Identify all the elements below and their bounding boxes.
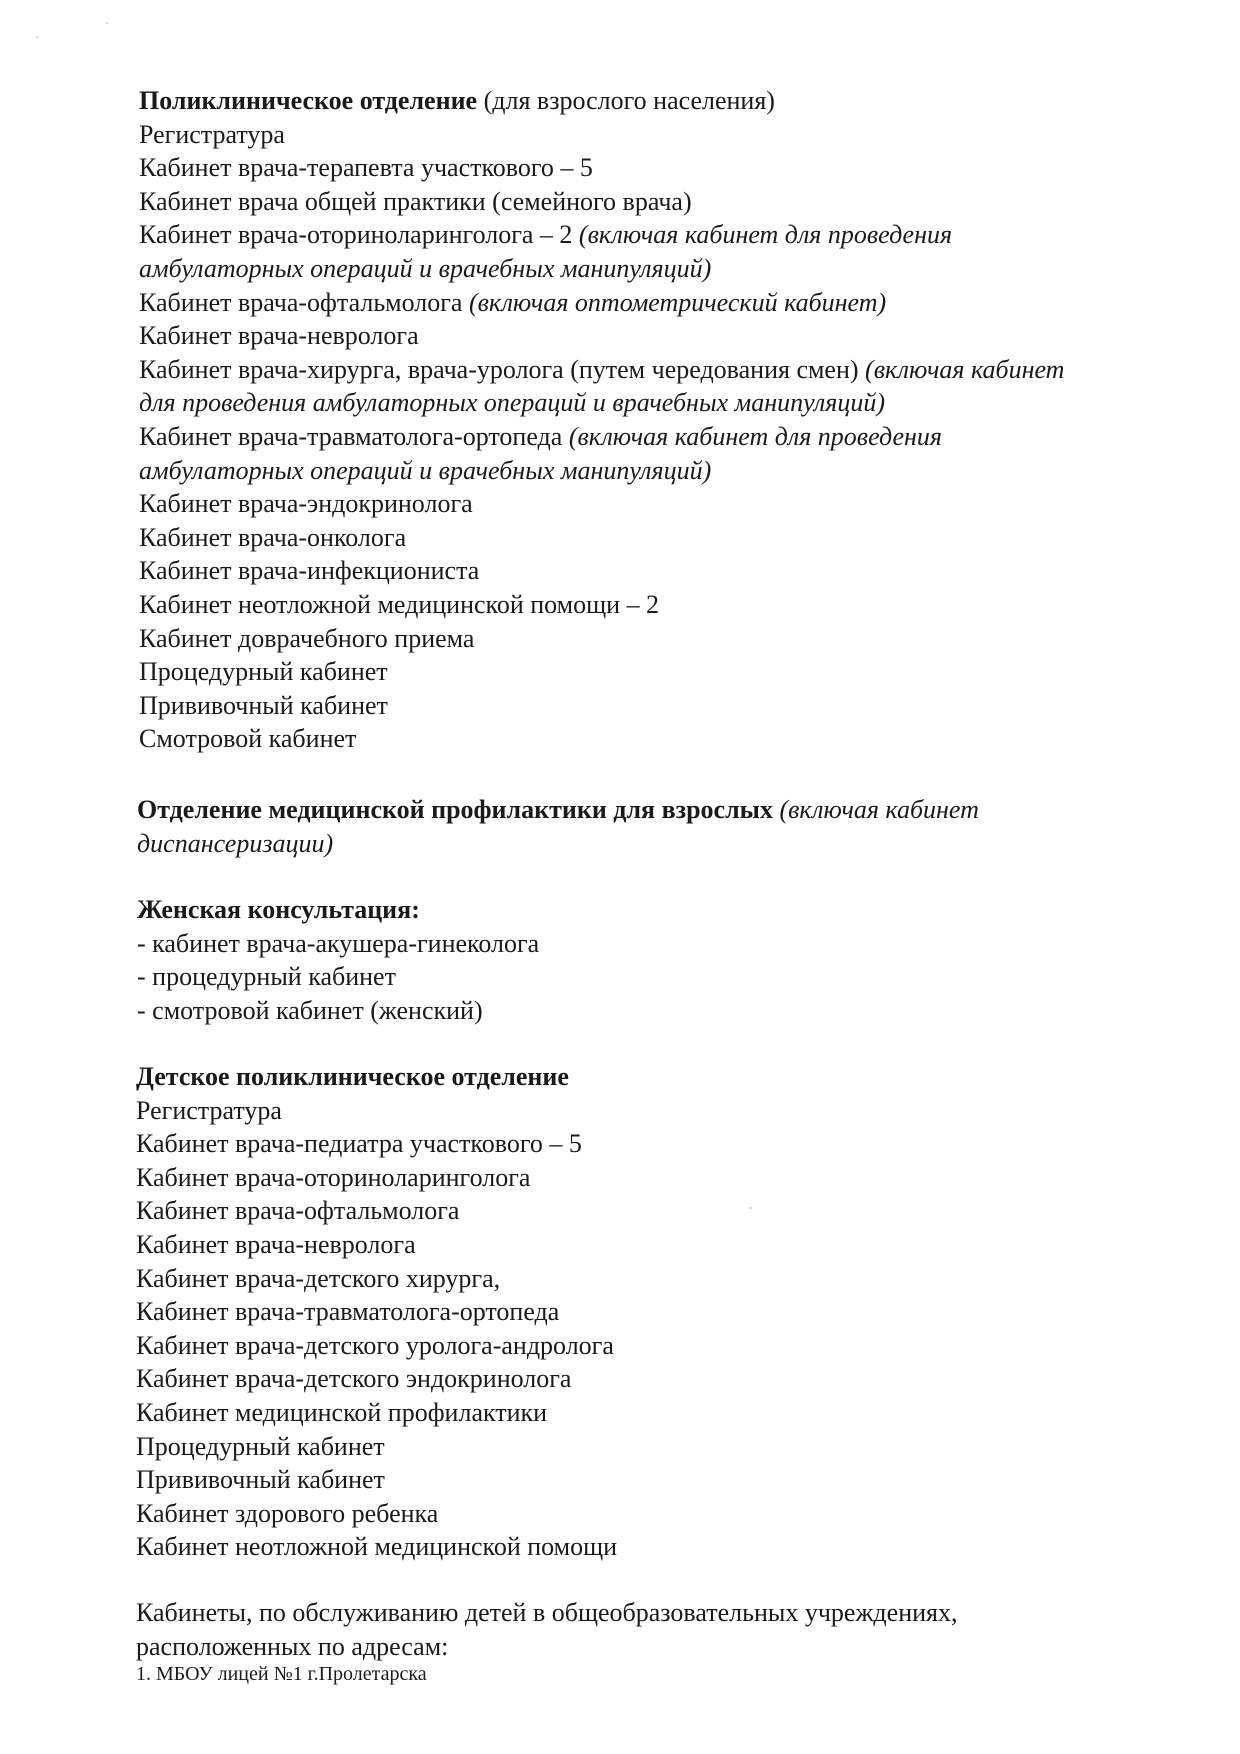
section-womens-consultation <box>137 893 1240 1027</box>
list-item: Кабинет врача-педиатра участкового – 5 <box>136 1129 582 1159</box>
list-item: Кабинет врача общей практики (семейного врача) <box>139 186 692 216</box>
list-item: Кабинет врача-детского эндокринолога <box>136 1364 572 1394</box>
list-item: Прививочный кабинет <box>136 1465 385 1495</box>
section-title-note-continued: диспансеризации) <box>137 828 334 858</box>
list-item: - кабинет врача-акушера-гинеколога <box>137 928 540 958</box>
list-item: Кабинет врача-онколога <box>139 522 407 552</box>
list-item: Процедурный кабинет <box>136 1431 385 1461</box>
list-item-note: (включая кабинет для проведения <box>568 421 942 451</box>
list-item: Кабинет медицинской профилактики <box>136 1397 548 1427</box>
list-item: Кабинет здорового ребенка <box>136 1498 439 1528</box>
section-heading <box>137 793 1240 827</box>
list-item: Кабинет врача-невролога <box>139 321 419 351</box>
list-item <box>139 353 1240 387</box>
list-item: Кабинет врача-детского уролога-андролога <box>136 1330 614 1360</box>
section-title-note: (включая кабинет <box>779 795 979 824</box>
list-item <box>139 420 1240 454</box>
list-item: Кабинет врача-травматолога-ортопеда <box>136 1297 560 1327</box>
section-school-cabinets <box>136 1596 1240 1687</box>
section-childrens-polyclinic <box>136 1060 1240 1564</box>
list-item: Регистратура <box>139 119 285 149</box>
address-item: 1. МБОУ лицей №1 г.Пролетарска <box>136 1663 427 1686</box>
section-prevention <box>137 793 1240 860</box>
list-item-text: Кабинет врача-травматолога-ортопеда <box>139 421 563 451</box>
list-item: Смотровой кабинет <box>139 724 357 754</box>
list-item: Кабинет врача-детского хирурга, <box>136 1263 501 1293</box>
list-item: Кабинет неотложной медицинской помощи – 2 <box>139 589 660 619</box>
list-item: Кабинет врача-офтальмолога <box>136 1196 460 1226</box>
list-item: - процедурный кабинет <box>137 962 396 992</box>
list-item: Прививочный кабинет <box>139 690 388 720</box>
list-item-text: Кабинет врача-офтальмолога <box>139 287 463 317</box>
section-adult-polyclinic <box>139 84 1240 756</box>
list-item: - смотровой кабинет (женский) <box>137 995 483 1025</box>
paragraph-line: Кабинеты, по обслуживанию детей в общеобразовательных учреждениях, <box>136 1598 958 1627</box>
list-item: Регистратура <box>136 1095 282 1125</box>
section-title: Отделение медицинской профилактики для взрослых <box>137 795 773 824</box>
list-item-note: (включая оптометрический кабинет) <box>468 287 887 317</box>
section-title: Женская консультация: <box>137 895 420 924</box>
list-item-note: (включая кабинет для проведения <box>578 220 953 250</box>
list-item: Кабинет врача-терапевта участкового – 5 <box>139 153 593 183</box>
list-item: Процедурный кабинет <box>139 657 388 687</box>
list-item: Кабинет врача-невролога <box>136 1229 416 1259</box>
list-item: Кабинет врача-оториноларинголога <box>136 1162 531 1192</box>
section-heading <box>139 84 1240 118</box>
paragraph-line: расположенных по адресам: <box>136 1631 449 1661</box>
list-item <box>139 286 1240 320</box>
section-title-note: (для взрослого населения) <box>483 86 775 115</box>
list-item: Кабинет доврачебного приема <box>139 623 475 653</box>
list-item-note-continued: амбулаторных операций и врачебных манипуляций) <box>139 253 712 283</box>
section-title: Детское поликлиническое отделение <box>136 1062 569 1091</box>
list-item-note: (включая кабинет <box>865 354 1065 384</box>
list-item: Кабинет врача-инфекциониста <box>139 556 480 586</box>
list-item-note-continued: амбулаторных операций и врачебных манипуляций) <box>139 455 712 485</box>
list-item-text: Кабинет врача-оториноларинголога – 2 <box>139 220 573 250</box>
section-title: Поликлиническое отделение <box>139 86 478 115</box>
scan-speck <box>36 36 38 38</box>
list-item-note-continued: для проведения амбулаторных операций и врачебных манипуляций) <box>139 388 886 418</box>
list-item: Кабинет врача-эндокринолога <box>139 489 473 519</box>
list-item-text: Кабинет врача-хирурга, врача-уролога (путем чередования смен) <box>139 354 859 384</box>
scan-speck <box>106 22 108 24</box>
list-item: Кабинет неотложной медицинской помощи <box>136 1532 618 1562</box>
list-item <box>139 218 1240 252</box>
